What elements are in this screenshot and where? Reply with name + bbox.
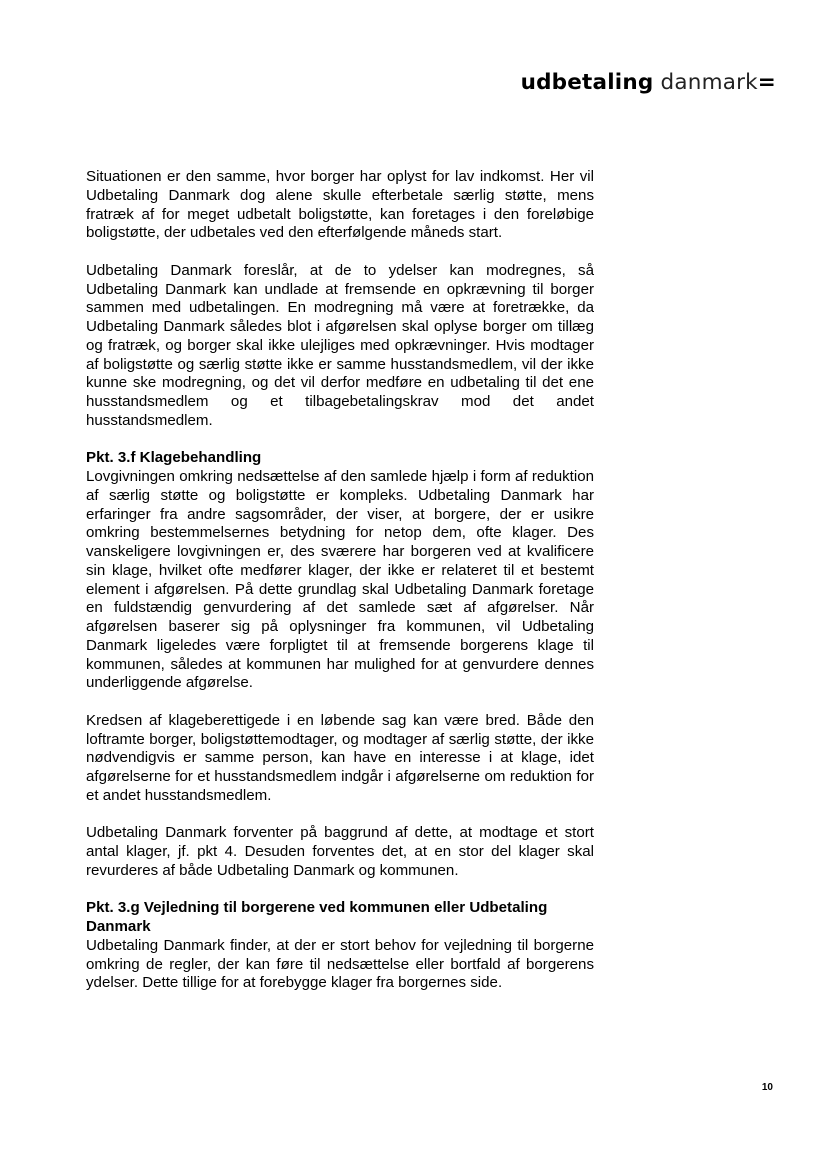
logo-text-danmark: danmark: [660, 70, 758, 95]
paragraph-klagebehandling: Lovgivningen omkring nedsættelse af den samlede hjælp i form af reduktion af særlig støtte og boligstøtte er kompleks. Udbetaling Danmark har erfaringer fra andre sagsområder, der viser, at borgere, der er usikre omkring bestemmelsernes betydning for netop dem, ofte klager. Des vanskeligere lovgivningen er, des sværere har borgeren ved at kvalificere sin klage, hvilket ofte medfører klager, der ikke er relateret til et bestemt element i afgørelsen. På dette grundlag skal Udbetaling Danmark foretage en fuldstændig genvurdering af det samlede sæt af afgørelser. Når afgørelsen baserer sig på oplysninger fra kommunen, vil Udbetaling Danmark ligeledes være forpligtet til at fremsende borgerens klage til kommunen, således at kommunen har mulighed for at genvurdere dennes underliggende afgørelse.: [86, 468, 594, 692]
paragraph-situation: Situationen er den samme, hvor borger har oplyst for lav indkomst. Her vil Udbetaling Danmark dog alene skulle efterbetale særlig støtte, mens fratræk af for meget udbetalt boligstøtte, kan foretages i den foreløbige boligstøtte, der udbetales ved den efterfølgende måneds start.: [86, 168, 594, 242]
heading-vejledning: Pkt. 3.g Vejledning til borgerene ved kommunen eller Udbetaling Danmark: [86, 899, 548, 935]
paragraph-forventning: Udbetaling Danmark forventer på baggrund af dette, at modtage et stort antal klager, jf. pkt 4. Desuden forventes det, at en stor del klager skal revurderes af både Udbetaling Danmark og kommunen.: [86, 824, 594, 879]
paragraph-vejledning: Udbetaling Danmark finder, at der er stort behov for vejledning til borgerne omkring de regler, der kan føre til nedsættelse eller bortfald af borgerens ydelser. Dette tillige for at forebygge klager fra borgernes side.: [86, 936, 594, 992]
document-body: [86, 168, 594, 993]
page-number: 10: [761, 1082, 773, 1093]
logo-text-udbetaling: udbetaling: [520, 70, 654, 95]
paragraph-klageberettigede: Kredsen af klageberettigede i en løbende sag kan være bred. Både den loftramte borger, boligstøttemodtager, og modtager af særlig støtte, der ikke nødvendigvis er samme person, kan have en interesse i at klage, idet afgørelserne for et husstandsmedlem indgår i afgørelserne om reduktion for et andet husstandsmedlem.: [86, 711, 594, 804]
udbetaling-danmark-logo: [521, 72, 776, 94]
heading-klagebehandling: Pkt. 3.f Klagebehandling: [86, 449, 262, 467]
paragraph-modregning: Udbetaling Danmark foreslår, at de to ydelser kan modregnes, så Udbetaling Danmark kan undlade at fremsende en opkrævning til borger sammen med udbetalingen. En modregning må være at foretrække, da Udbetaling Danmark således blot i afgørelsen skal oplyse borger om tillæg og fratræk, og borger skal ikke ulejliges med opkrævninger. Hvis modtager af boligstøtte og særlig støtte ikke er samme husstandsmedlem, vil der ikke kunne ske modregning, og det vil derfor medføre en udbetaling til det ene husstandsmedlem og et tilbagebetalingskrav mod det andet husstandsmedlem.: [86, 261, 594, 429]
logo-equals-mark: =: [757, 70, 776, 95]
